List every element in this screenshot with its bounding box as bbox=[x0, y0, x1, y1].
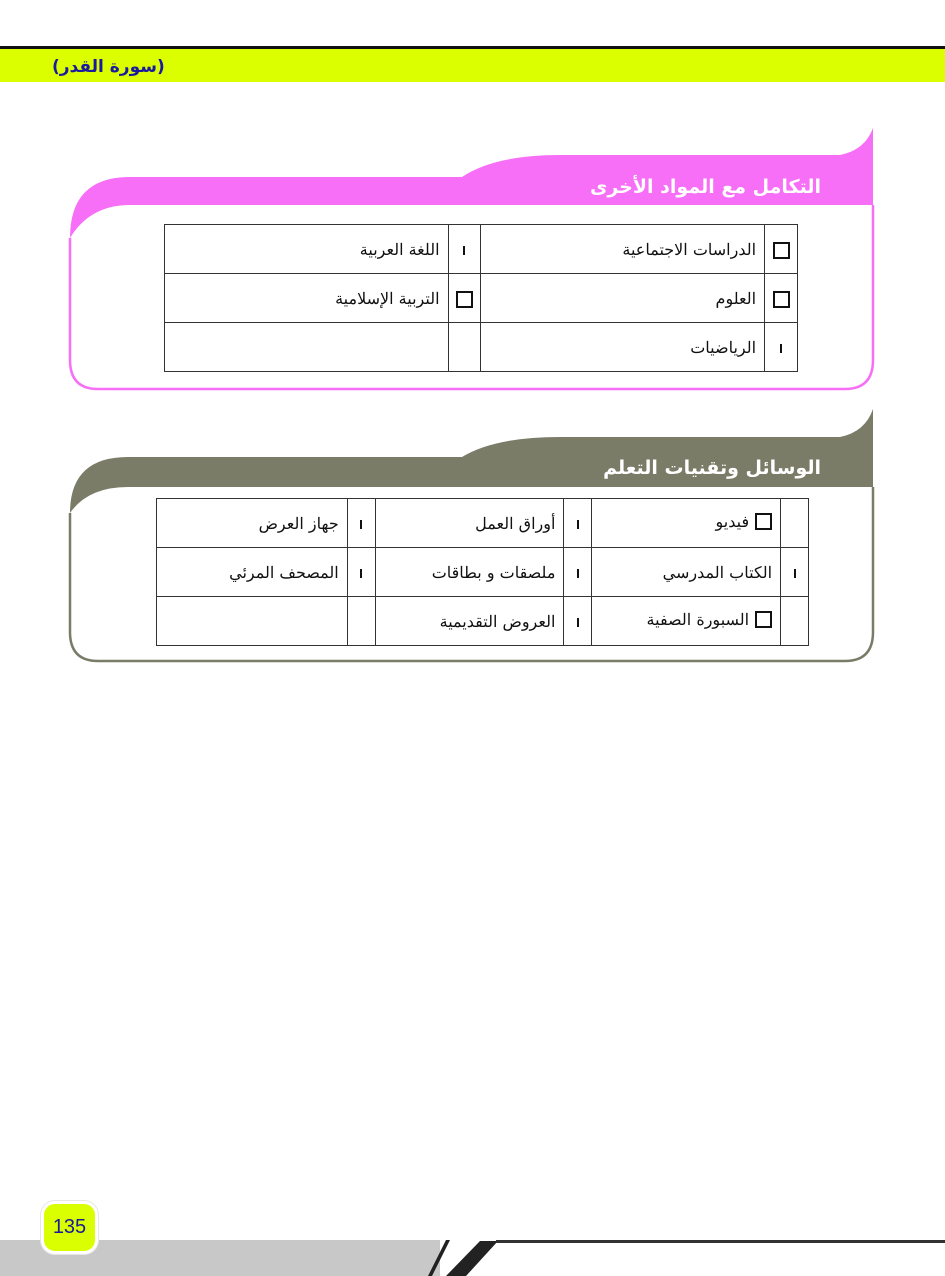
tick-mark-icon bbox=[360, 569, 362, 578]
integration-title: التكامل مع المواد الأخرى bbox=[589, 176, 821, 198]
table-row bbox=[157, 499, 809, 548]
option-label: اللغة العربية bbox=[165, 225, 449, 274]
mark-cell bbox=[347, 597, 375, 646]
option-cell: جهاز العرض bbox=[157, 499, 348, 548]
table-row bbox=[157, 548, 809, 597]
option-label: الرياضيات bbox=[481, 323, 765, 372]
option-cell: المصحف المرئي bbox=[157, 548, 348, 597]
option-label: فيديو bbox=[715, 512, 750, 531]
tick-mark-icon bbox=[360, 520, 362, 529]
option-cell bbox=[592, 499, 781, 548]
mark-cell bbox=[781, 499, 809, 548]
option-cell: أوراق العمل bbox=[375, 499, 564, 548]
option-label: السبورة الصفية bbox=[646, 610, 750, 629]
mark-cell bbox=[347, 499, 375, 548]
option-cell: الكتاب المدرسي bbox=[592, 548, 781, 597]
tick-mark-icon bbox=[794, 569, 796, 578]
option-cell: ملصقات و بطاقات bbox=[375, 548, 564, 597]
tick-mark-icon bbox=[577, 618, 579, 627]
mark-cell bbox=[564, 499, 592, 548]
option-label: الدراسات الاجتماعية bbox=[481, 225, 765, 274]
table-row bbox=[157, 597, 809, 646]
option-cell bbox=[157, 597, 348, 646]
footer-line bbox=[496, 1240, 945, 1243]
surah-title: (سورة القدر) bbox=[52, 57, 165, 77]
checkbox[interactable] bbox=[755, 513, 772, 530]
tools-table bbox=[156, 498, 809, 646]
tick-mark-icon bbox=[577, 520, 579, 529]
mark-cell bbox=[564, 597, 592, 646]
page-number: 135 bbox=[41, 1201, 98, 1254]
checkbox[interactable] bbox=[755, 611, 772, 628]
tick-mark-icon bbox=[577, 569, 579, 578]
mark-cell bbox=[347, 548, 375, 597]
mark-cell bbox=[781, 597, 809, 646]
option-label: العلوم bbox=[481, 274, 765, 323]
mark-cell bbox=[781, 548, 809, 597]
option-cell: العروض التقديمية bbox=[375, 597, 564, 646]
mark-cell bbox=[564, 548, 592, 597]
option-label: التربية الإسلامية bbox=[165, 274, 449, 323]
footer-slash-decoration bbox=[400, 1238, 510, 1276]
tools-title: الوسائل وتقنيات التعلم bbox=[603, 457, 821, 479]
option-cell bbox=[592, 597, 781, 646]
